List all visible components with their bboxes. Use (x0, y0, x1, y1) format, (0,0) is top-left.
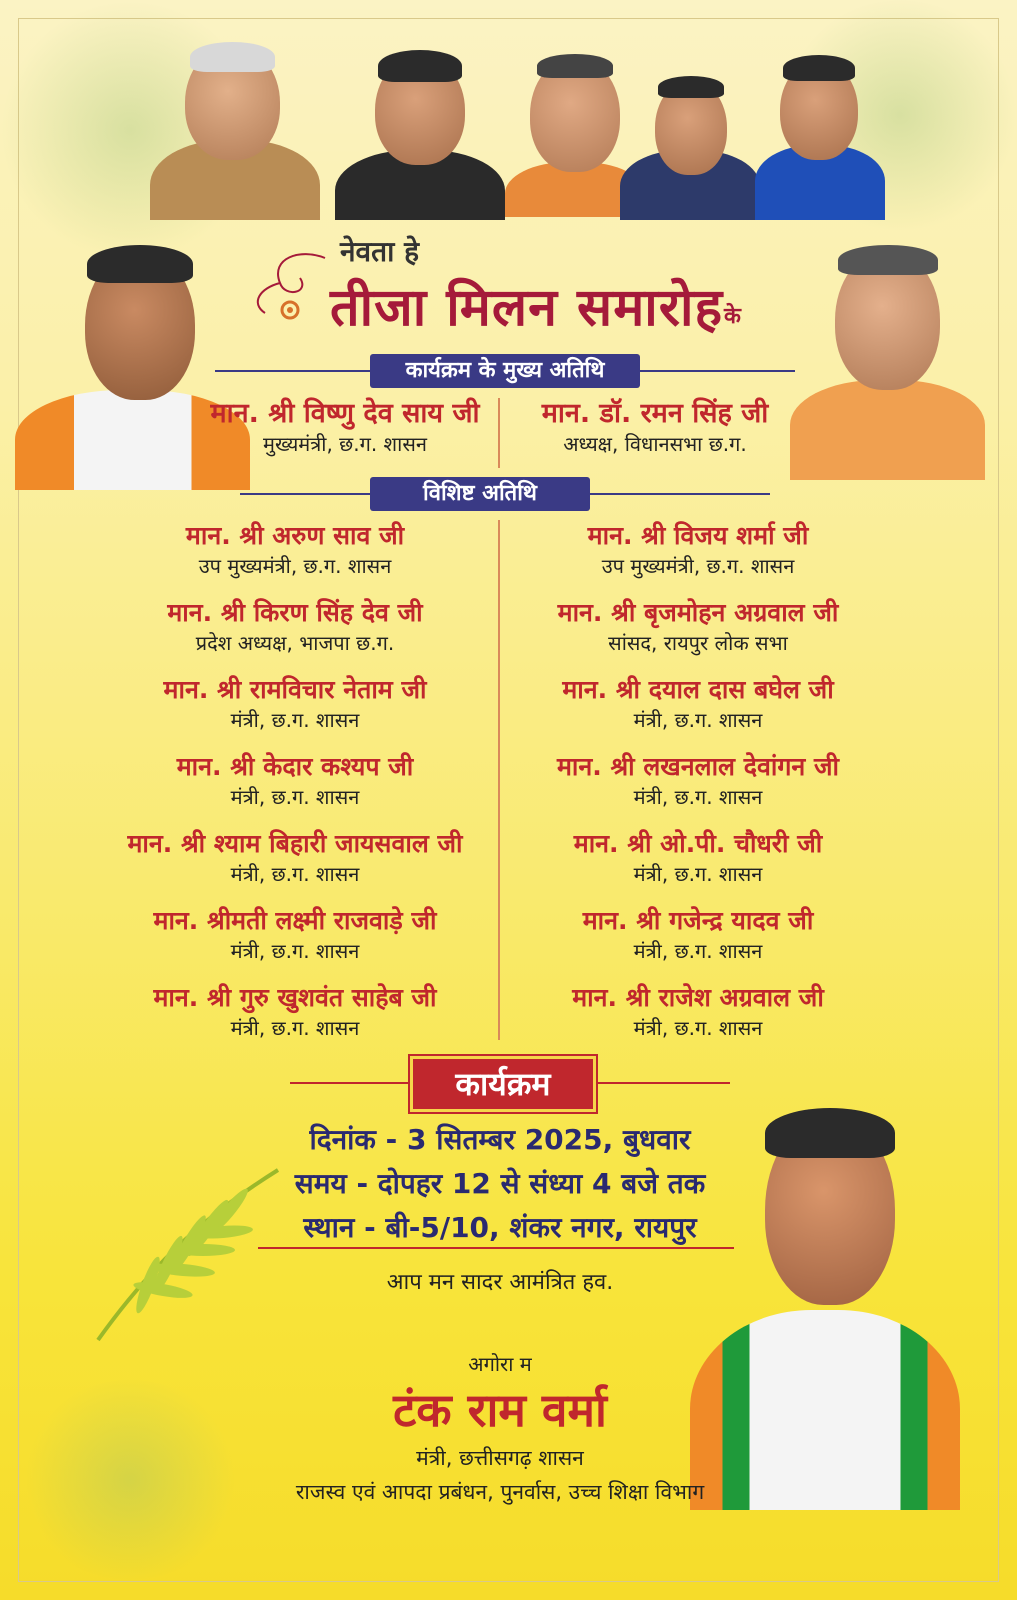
guest-post: मंत्री, छ.ग. शासन (633, 862, 763, 886)
guest-post: मुख्यमंत्री, छ.ग. शासन (263, 432, 427, 456)
chief-guest-right (440, 398, 870, 458)
event-title-suffix: के (724, 304, 741, 329)
guest-name: मान. श्री श्याम बिहारी जायसवाल जी (127, 829, 463, 858)
program-place: स्थान - बी-5/10, शंकर नगर, रायपुर (303, 1211, 697, 1244)
program-label: कार्यक्रम (410, 1056, 596, 1112)
guest-name: मान. श्री बृजमोहन अग्रवाल जी (557, 598, 839, 627)
host-intro: अगोरा म (468, 1352, 532, 1376)
guest-name: मान. श्री राजेश अग्रवाल जी (572, 983, 824, 1012)
guest-name: मान. श्री अरुण साव जी (185, 521, 405, 550)
host-post: मंत्री, छत्तीसगढ़ शासन (416, 1446, 584, 1470)
special-guest-right-5 (478, 828, 918, 888)
special-guest-left-3 (75, 674, 515, 734)
floral-swirl-icon (240, 248, 330, 328)
guest-name: मान. श्री रामविचार नेताम जी (163, 675, 427, 704)
guest-post: अध्यक्ष, विधानसभा छ.ग. (563, 432, 747, 456)
guest-post: उप मुख्यमंत्री, छ.ग. शासन (601, 554, 795, 578)
host-name: टंक राम वर्मा (393, 1383, 607, 1437)
special-guest-left-6 (75, 905, 515, 965)
event-title: तीजा मिलन समारोह (330, 278, 724, 338)
guest-name: मान. श्री गुरु खुशवंत साहेब जी (153, 983, 437, 1012)
guest-name: मान. श्री विजय शर्मा जी (587, 521, 809, 550)
program-time: समय - दोपहर 12 से संध्या 4 बजे तक (294, 1167, 706, 1200)
guest-name: मान. श्री लखनलाल देवांगन जी (556, 752, 840, 781)
guest-post: मंत्री, छ.ग. शासन (230, 785, 360, 809)
guest-name: मान. श्री केदार कश्यप जी (176, 752, 414, 781)
place-underline (258, 1247, 734, 1249)
palm-leaf-icon (88, 1150, 288, 1350)
host-department: राजस्व एवं आपदा प्रबंधन, पुनर्वास, उच्च शिक्षा विभाग (295, 1480, 705, 1504)
guest-name: मान. श्री गजेन्द्र यादव जी (582, 906, 814, 935)
guest-post: मंत्री, छ.ग. शासन (230, 1016, 360, 1040)
special-guest-left-2 (75, 597, 515, 657)
guest-post: मंत्री, छ.ग. शासन (633, 785, 763, 809)
special-guest-right-6 (478, 905, 918, 965)
chief-guests-label: कार्यक्रम के मुख्य अतिथि (370, 354, 640, 388)
special-guest-right-7 (478, 982, 918, 1042)
program-date: दिनांक - 3 सितम्बर 2025, बुधवार (309, 1123, 691, 1156)
guest-post: मंत्री, छ.ग. शासन (633, 1016, 763, 1040)
special-guest-right-1 (478, 520, 918, 580)
guest-name: मान. श्री ओ.पी. चौधरी जी (573, 829, 823, 858)
guest-name: मान. श्रीमती लक्ष्मी राजवाड़े जी (153, 906, 437, 935)
special-guest-left-4 (75, 751, 515, 811)
guest-post: प्रदेश अध्यक्ष, भाजपा छ.ग. (195, 631, 395, 655)
guest-post: मंत्री, छ.ग. शासन (230, 939, 360, 963)
guest-post: मंत्री, छ.ग. शासन (633, 708, 763, 732)
special-guest-left-1 (75, 520, 515, 580)
special-guests-label: विशिष्ट अतिथि (370, 477, 590, 511)
special-guest-right-3 (478, 674, 918, 734)
special-guest-left-7 (75, 982, 515, 1042)
leader-photo-4 (620, 70, 760, 220)
guest-name: मान. श्री विष्णु देव साय जी (210, 398, 480, 429)
guest-post: मंत्री, छ.ग. शासन (633, 939, 763, 963)
leader-photo-1 (140, 30, 330, 220)
invitation-text: आप मन सादर आमंत्रित हव. (386, 1270, 614, 1295)
host-photo (690, 1090, 960, 1510)
special-guest-right-2 (478, 597, 918, 657)
header-invite-text: नेवता हे (340, 235, 419, 268)
guest-post: मंत्री, छ.ग. शासन (230, 708, 360, 732)
guest-post: सांसद, रायपुर लोक सभा (608, 631, 788, 655)
guest-name: मान. श्री किरण सिंह देव जी (167, 598, 423, 627)
special-guest-right-4 (478, 751, 918, 811)
guest-name: मान. डॉ. रमन सिंह जी (541, 398, 769, 429)
special-guest-left-5 (75, 828, 515, 888)
leader-photo-2 (330, 40, 510, 220)
guest-post: उप मुख्यमंत्री, छ.ग. शासन (198, 554, 392, 578)
leader-photo-5 (755, 45, 885, 220)
guest-post: मंत्री, छ.ग. शासन (230, 862, 360, 886)
guest-name: मान. श्री दयाल दास बघेल जी (562, 675, 834, 704)
